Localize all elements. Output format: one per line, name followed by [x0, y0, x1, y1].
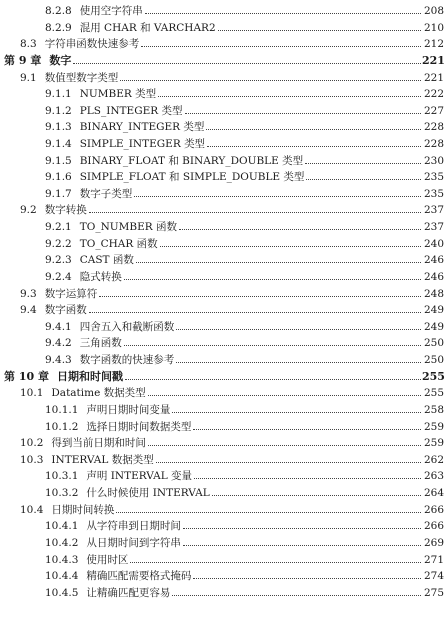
- toc-entry-number: 9.1.1: [45, 88, 72, 101]
- toc-entry-page-number: 237: [423, 221, 444, 234]
- dot-leader: [89, 312, 421, 313]
- toc-entry-page-number: 258: [423, 403, 444, 416]
- toc-entry: [0, 152, 448, 168]
- toc-entry: [0, 69, 448, 85]
- toc-entry-number: 9.2.3: [45, 254, 72, 267]
- dot-leader: [194, 478, 421, 479]
- toc-entry-title: BINARY_INTEGER 类型: [79, 121, 205, 134]
- toc-entry-title: 使用时区: [86, 553, 129, 566]
- dot-leader: [99, 296, 421, 297]
- toc-entry-page-number: 259: [423, 420, 444, 433]
- toc-entry-number: 10.4.1: [45, 520, 79, 533]
- toc-entry-number: 9.2: [20, 204, 37, 217]
- toc-entry: [0, 201, 448, 217]
- toc-entry-page-number: 230: [423, 154, 444, 167]
- toc-entry-title: 声明 INTERVAL 变量: [86, 470, 193, 483]
- toc-entry-title: BINARY_FLOAT 和 BINARY_DOUBLE 类型: [79, 154, 304, 167]
- dot-leader: [130, 562, 421, 563]
- toc-entry-title: 日期和时间戳: [56, 369, 123, 383]
- toc-entry-page-number: 274: [423, 570, 444, 583]
- toc-entry-page-number: 237: [423, 204, 444, 217]
- toc-entry-page-number: 264: [423, 487, 444, 499]
- toc-entry-page-number: 263: [423, 470, 444, 483]
- toc-entry-page-number: 249: [423, 304, 444, 317]
- toc-entry: [0, 451, 448, 467]
- toc-entry-page-number: 222: [423, 88, 444, 101]
- toc-entry-title: 声明日期时间变量: [86, 403, 171, 416]
- toc-entry-number: 10.4.3: [45, 553, 79, 566]
- toc-entry-number: 9.1.3: [45, 121, 72, 134]
- toc-entry: [0, 501, 448, 517]
- toc-entry-page-number: 249: [423, 320, 444, 333]
- toc-entry-title: 数字运算符: [44, 287, 98, 300]
- dot-leader: [179, 229, 421, 230]
- toc-entry: [0, 334, 448, 350]
- dot-leader: [193, 578, 421, 579]
- toc-entry: [0, 185, 448, 201]
- dot-leader: [218, 30, 421, 31]
- toc-entry-number: 第 9 章: [4, 53, 42, 67]
- toc-entry: [0, 285, 448, 301]
- toc-entry-page-number: 235: [423, 187, 444, 200]
- toc-entry-number: 9.4.3: [45, 354, 72, 366]
- toc-entry-number: 9.1.5: [45, 154, 72, 167]
- toc-entry: [0, 85, 448, 101]
- toc-entry: [0, 2, 448, 18]
- toc-entry: [0, 135, 448, 151]
- toc-entry-title: 字符串函数快速参考: [44, 38, 140, 51]
- dot-leader: [89, 212, 421, 213]
- dot-leader: [141, 46, 421, 47]
- toc-entry: [0, 584, 448, 600]
- toc-entry-number: 9.1: [20, 71, 37, 84]
- toc-entry: [0, 301, 448, 317]
- toc-entry-number: 9.1.2: [45, 104, 72, 117]
- toc-entry: [0, 484, 448, 500]
- toc-entry-page-number: 259: [423, 437, 444, 450]
- dot-leader: [305, 163, 421, 164]
- toc-entry-number: 8.3: [20, 38, 37, 51]
- dot-leader: [124, 279, 421, 280]
- dot-leader: [125, 379, 421, 380]
- toc-entry-number: 9.4: [20, 304, 37, 317]
- toc-entry-title: SIMPLE_FLOAT 和 SIMPLE_DOUBLE 类型: [79, 171, 305, 184]
- toc-entry-number: 9.1.4: [45, 138, 72, 150]
- toc-entry-page-number: 275: [423, 586, 444, 599]
- toc-entry: [0, 251, 448, 267]
- toc-entry-title: 数字函数: [44, 304, 87, 317]
- toc-entry-number: 9.1.6: [45, 171, 72, 184]
- toc-entry-number: 9.4.2: [45, 337, 72, 350]
- toc-entry-page-number: 266: [423, 503, 444, 516]
- toc-entry-title: 让精确匹配更容易: [86, 586, 171, 599]
- toc-entry-page-number: 266: [423, 520, 444, 533]
- dot-leader: [156, 462, 421, 463]
- toc-entry-number: 9.2.1: [45, 221, 72, 234]
- toc-entry-title: 三角函数: [79, 337, 122, 350]
- toc-entry-title: PLS_INTEGER 类型: [79, 104, 183, 117]
- toc-entry-page-number: 240: [423, 237, 444, 250]
- toc-entry-title: 从日期时间到字符串: [86, 536, 181, 549]
- toc-entry-number: 10.3.2: [45, 487, 79, 499]
- toc-entry-page-number: 221: [422, 53, 445, 67]
- toc-entry-title: 使用空字符串: [79, 5, 143, 17]
- toc-entry-number: 10.1: [20, 387, 44, 400]
- dot-leader: [73, 63, 421, 64]
- toc-entry-number: 10.3.1: [45, 470, 79, 483]
- toc-entry: [0, 35, 448, 51]
- toc-entry-title: 数值型数字类型: [44, 71, 119, 84]
- toc-entry: [0, 268, 448, 284]
- dot-leader: [212, 495, 421, 496]
- toc-entry-page-number: 246: [423, 270, 444, 283]
- toc-entry-title: 从字符串到日期时间: [86, 520, 181, 533]
- toc-entry-title: 隐式转换: [79, 270, 122, 283]
- dot-leader: [136, 262, 421, 263]
- toc-entry: [0, 368, 448, 384]
- toc-entry: [0, 517, 448, 533]
- toc-entry-title: 日期时间转换: [51, 503, 115, 516]
- dot-leader: [183, 545, 421, 546]
- toc-entry-page-number: 250: [423, 337, 444, 350]
- dot-leader: [183, 528, 421, 529]
- toc-entry-number: 第 10 章: [4, 369, 49, 383]
- dot-leader: [206, 129, 421, 130]
- dot-leader: [306, 179, 421, 180]
- toc-entry: [0, 418, 448, 434]
- dot-leader: [124, 345, 421, 346]
- toc-entry-title: SIMPLE_INTEGER 类型: [79, 138, 206, 150]
- toc-entry-number: 9.4.1: [45, 320, 72, 333]
- dot-leader: [176, 329, 421, 330]
- toc-entry-title: NUMBER 类型: [79, 88, 157, 101]
- toc-entry-page-number: 248: [423, 287, 444, 300]
- toc-entry-page-number: 221: [423, 71, 444, 84]
- toc-entry-title: 数字子类型: [79, 187, 133, 200]
- toc-entry: [0, 351, 448, 367]
- toc-entry: [0, 19, 448, 35]
- toc-entry-page-number: 208: [423, 5, 444, 17]
- toc-entry: [0, 534, 448, 550]
- dot-leader: [148, 445, 421, 446]
- toc-entry-page-number: 212: [423, 38, 444, 51]
- dot-leader: [148, 395, 421, 396]
- toc-entry-page-number: 235: [423, 171, 444, 184]
- toc-entry-page-number: 262: [423, 453, 444, 466]
- toc-entry-number: 10.3: [20, 453, 44, 466]
- dot-leader: [134, 196, 421, 197]
- toc-entry-page-number: 228: [423, 138, 444, 150]
- dot-leader: [116, 512, 421, 513]
- toc-entry: [0, 168, 448, 184]
- toc-entry-page-number: 246: [423, 254, 444, 267]
- dot-leader: [207, 146, 421, 147]
- toc-entry-number: 10.1.1: [45, 403, 79, 416]
- dot-leader: [172, 595, 421, 596]
- toc-entry-title: 数字转换: [44, 204, 87, 217]
- toc-entry: [0, 318, 448, 334]
- toc-entry-number: 8.2.9: [45, 21, 72, 34]
- toc-entry-title: CAST 函数: [79, 254, 134, 267]
- toc-entry-page-number: 255: [422, 369, 445, 383]
- toc-entry-page-number: 210: [423, 21, 444, 34]
- toc-entry: [0, 434, 448, 450]
- dot-leader: [176, 362, 421, 363]
- toc-entry: [0, 467, 448, 483]
- toc-entry-number: 10.2: [20, 437, 44, 450]
- toc-entry: [0, 218, 448, 234]
- toc-entry-number: 9.3: [20, 287, 37, 300]
- toc-entry-title: 精确匹配需要格式掩码: [86, 570, 192, 583]
- dot-leader: [120, 80, 421, 81]
- toc-entry-title: 选择日期时间数据类型: [86, 420, 192, 433]
- toc-entry-number: 10.4.5: [45, 586, 79, 599]
- toc-entry-page-number: 271: [423, 553, 444, 566]
- toc-entry-title: TO_NUMBER 函数: [79, 221, 177, 234]
- toc-entry: [0, 551, 448, 567]
- toc-entry-number: 10.4: [20, 503, 44, 516]
- toc-entry: [0, 384, 448, 400]
- dot-leader: [158, 96, 421, 97]
- toc-entry-number: 10.1.2: [45, 420, 79, 433]
- toc-entry-page-number: 255: [423, 387, 444, 400]
- dot-leader: [172, 412, 421, 413]
- toc-entry-number: 10.4.4: [45, 570, 79, 583]
- toc-entry-title: INTERVAL 数据类型: [51, 453, 154, 466]
- toc-entry: [0, 401, 448, 417]
- toc-entry-page-number: 269: [423, 536, 444, 549]
- toc-entry: [0, 235, 448, 251]
- toc-entry: [0, 52, 448, 68]
- toc-entry-page-number: 227: [423, 104, 444, 117]
- toc-entry-number: 9.2.2: [45, 237, 72, 250]
- toc-entry-number: 9.1.7: [45, 187, 72, 200]
- dot-leader: [160, 246, 421, 247]
- toc-entry-title: 得到当前日期和时间: [51, 437, 146, 450]
- toc-entry-title: 数字: [49, 53, 72, 67]
- toc-entry-number: 9.2.4: [45, 270, 72, 283]
- toc-entry-page-number: 250: [423, 354, 444, 366]
- dot-leader: [145, 13, 421, 14]
- toc-entry-title: TO_CHAR 函数: [79, 237, 158, 250]
- toc-entry-title: 什么时候使用 INTERVAL: [86, 487, 210, 499]
- toc-entry-title: Datatime 数据类型: [51, 387, 146, 400]
- toc-entry-title: 混用 CHAR 和 VARCHAR2: [79, 21, 216, 34]
- toc-entry-number: 8.2.8: [45, 5, 72, 17]
- dot-leader: [193, 429, 421, 430]
- toc-entry: [0, 118, 448, 134]
- toc-entry-number: 10.4.2: [45, 536, 79, 549]
- toc-entry: [0, 567, 448, 583]
- toc-entry-title: 四舍五入和截断函数: [79, 320, 175, 333]
- toc-entry: [0, 102, 448, 118]
- dot-leader: [185, 113, 422, 114]
- toc-entry-page-number: 228: [423, 121, 444, 134]
- toc-entry-title: 数字函数的快速参考: [79, 354, 175, 366]
